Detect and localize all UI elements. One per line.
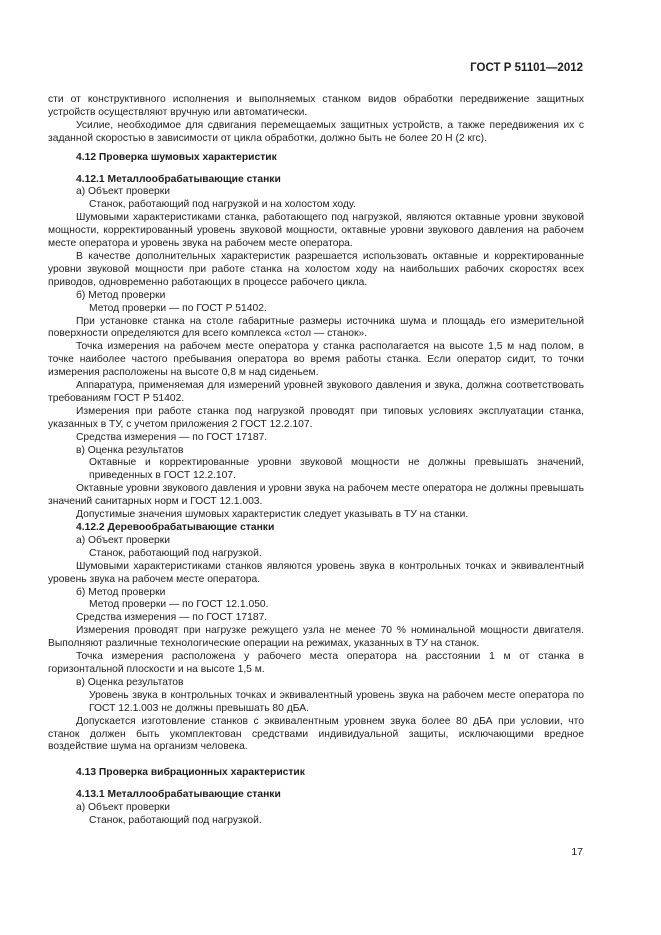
paragraph: сти от конструктивного исполнения и выполняемых станком видов обработки передвижение защитных устройств осуществляют вручную или автоматически. — [48, 94, 584, 118]
paragraph: Станок, работающий под нагрузкой и на холостом ходу. — [89, 199, 356, 211]
paragraph: Усилие, необходимое для сдвигания перемещаемых защитных устройств, а также передвижения их с заданной скоростью в зависимости от цикла обработки, должно быть не более 20 Н (2 кгс). — [48, 119, 584, 144]
document-body — [48, 94, 584, 828]
paragraph: Станок, работающий под нагрузкой. — [89, 547, 262, 559]
list-item: в) Оценка результатов — [76, 444, 184, 456]
paragraph: Средства измерения — по ГОСТ 17187. — [76, 612, 268, 624]
paragraph: Октавные и корректированные уровни звуковой мощности не должны превышать значений, приведенных в ГОСТ 12.2.107. — [89, 457, 584, 482]
paragraph: Точка измерения на рабочем месте оператора у станка располагается на высоте 1,5 м над полом, в точке наиболее частого пребывания оператора во время работы станка. Если оператор сидит, то точки измерения расположены на высоте 0,8 м над сиденьем. — [48, 341, 584, 379]
paragraph: Измерения при работе станка под нагрузкой проводят при типовых условиях эксплуатации станка, указанных в ТУ, с учетом приложения 2 ГОСТ 12.2.107. — [48, 405, 584, 430]
paragraph: В качестве дополнительных характеристик разрешается использовать октавные и корректированные уровни звуковой мощности при работе станка на холостом ходу на наибольших рабочих скоростях всех приводов, одновременно работающих в процессе рабочего цикла. — [48, 250, 584, 288]
subsection-heading: 4.12.1 Металлообрабатывающие станки — [76, 173, 281, 185]
paragraph: Допускается изготовление станков с эквивалентным уровнем звука более 80 дБА при условии, что станок должен быть укомплектован средствами индивидуальной защиты, исключающими вредное воздействие шума на организм человека. — [48, 715, 584, 753]
paragraph: При установке станка на столе габаритные размеры источника шума и площадь его измерительной поверхности определяются для всего комплекса «стол — станок». — [48, 315, 584, 340]
list-item: а) Объект проверки — [76, 802, 171, 814]
section-heading: 4.12 Проверка шумовых характеристик — [76, 151, 277, 163]
paragraph: Измерения проводят при нагрузке режущего узла не менее 70 % номинальной мощности двигателя. Выполняют различные технологические операции на режимах, указанных в ТУ на станок. — [48, 625, 584, 650]
paragraph: Допустимые значения шумовых характеристик следует указывать в ТУ на станки. — [76, 509, 469, 521]
subsection-heading: 4.12.2 Деревообрабатывающие станки — [76, 522, 275, 533]
paragraph: Уровень звука в контрольных точках и эквивалентный уровень звука на рабочем месте оператора по ГОСТ 12.1.003 не должны превышать 80 дБА. — [89, 689, 584, 714]
paragraph: Метод проверки — по ГОСТ Р 51402. — [89, 302, 267, 314]
list-item: в) Оценка результатов — [76, 676, 184, 688]
paragraph: Точка измерения расположена у рабочего места оператора на расстоянии 1 м от станка в горизонтальной плоскости и на высоте 1,5 м. — [48, 651, 584, 675]
list-item: а) Объект проверки — [76, 186, 171, 198]
paragraph: Шумовыми характеристиками станков являются уровень звука в контрольных точках и эквивалентный уровень звука на рабочем месте оператора. — [48, 560, 584, 585]
paragraph: Октавные уровни звукового давления и уровни звука на рабочем месте оператора не должны превышать значений санитарных норм и ГОСТ 12.1.003. — [48, 483, 584, 508]
document-header: ГОСТ Р 51101—2012 — [470, 62, 583, 74]
paragraph: Аппаратура, применяемая для измерений уровней звукового давления и звука, должна соответствовать требованиям ГОСТ Р 51402. — [48, 380, 584, 404]
section-heading: 4.13 Проверка вибрационных характеристик — [76, 767, 305, 779]
paragraph: Метод проверки — по ГОСТ 12.1.050. — [89, 599, 269, 611]
paragraph: Средства измерения — по ГОСТ 17187. — [76, 431, 268, 443]
list-item: б) Метод проверки — [76, 586, 166, 598]
list-item: б) Метод проверки — [76, 289, 166, 301]
subsection-heading: 4.13.1 Металлообрабатывающие станки — [76, 789, 281, 801]
list-item: а) Объект проверки — [76, 534, 171, 546]
paragraph: Станок, работающий под нагрузкой. — [89, 815, 262, 827]
paragraph: Шумовыми характеристиками станка, работающего под нагрузкой, являются октавные уровни звуковой мощности, корректированный уровень звуковой мощности, октавные уровни звукового давления на рабочем месте оператора и уровень звука на рабочем месте оператора. — [48, 212, 584, 250]
page-number: 17 — [571, 846, 583, 858]
